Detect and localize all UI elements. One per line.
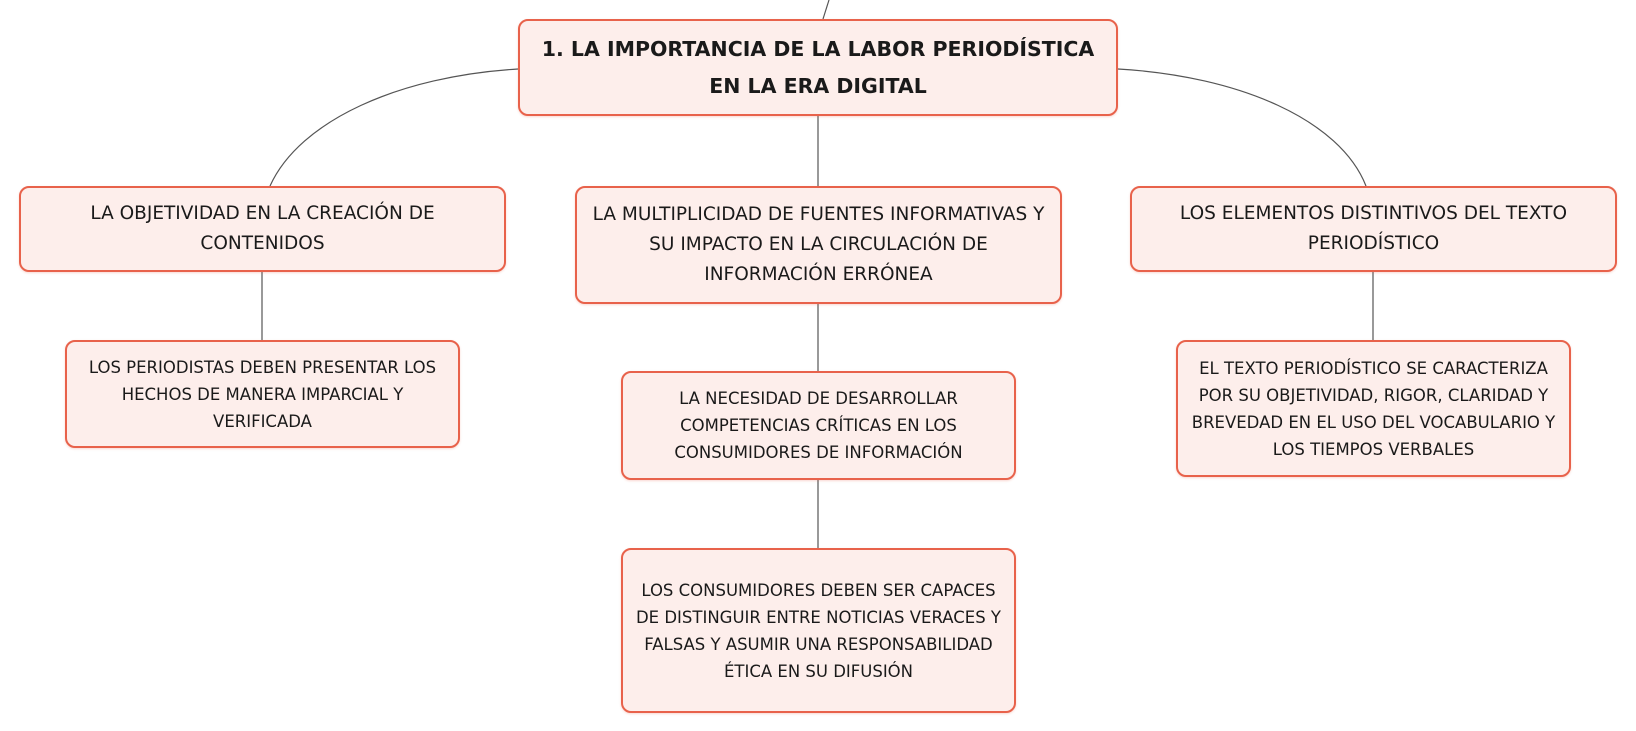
subtopic-label-consumidores: LOS CONSUMIDORES DEBEN SER CAPACES DE DISTINGUIR ENTRE NOTICIAS VERACES Y FALSAS Y ASUMIR UNA RESPONSABILIDAD ÉTICA EN SU DIFUSIÓN: [635, 580, 1002, 681]
topic-node-multiplicidad[interactable]: [575, 186, 1062, 304]
subtopic-node-necesidad[interactable]: [621, 371, 1016, 480]
topic-node-elementos[interactable]: [1130, 186, 1617, 272]
subtopic-label-periodistas: LOS PERIODISTAS DEBEN PRESENTAR LOS HECHOS DE MANERA IMPARCIAL Y VERIFICADA: [88, 357, 437, 431]
topic-label-elementos: LOS ELEMENTOS DISTINTIVOS DEL TEXTO PERIODÍSTICO: [1179, 203, 1568, 254]
subtopic-label-texto: EL TEXTO PERIODÍSTICO SE CARACTERIZA POR SU OBJETIVIDAD, RIGOR, CLARIDAD Y BREVEDAD EN EL USO DEL VOCABULARIO Y LOS TIEMPOS VERBALES: [1191, 358, 1556, 459]
topic-label-objetividad: LA OBJETIVIDAD EN LA CREACIÓN DE CONTENIDOS: [90, 203, 435, 254]
topic-label-multiplicidad: LA MULTIPLICIDAD DE FUENTES INFORMATIVAS Y SU IMPACTO EN LA CIRCULACIÓN DE INFORMACIÓN ERRÓNEA: [592, 204, 1045, 285]
subtopic-node-texto[interactable]: [1176, 340, 1571, 477]
connector-root-to-elementos: [1118, 69, 1366, 186]
root-topic-node[interactable]: [518, 19, 1118, 116]
topic-node-objetividad[interactable]: [19, 186, 506, 272]
subtopic-node-periodistas[interactable]: [65, 340, 460, 448]
subtopic-node-consumidores[interactable]: [621, 548, 1016, 713]
subtopic-label-necesidad: LA NECESIDAD DE DESARROLLAR COMPETENCIAS CRÍTICAS EN LOS CONSUMIDORES DE INFORMACIÓN: [674, 389, 963, 462]
connector-root-to-objetividad: [270, 69, 518, 186]
root-topic-label: 1. LA IMPORTANCIA DE LA LABOR PERIODÍSTICA EN LA ERA DIGITAL: [541, 36, 1095, 98]
connector-parent-to-root: [823, 0, 829, 19]
